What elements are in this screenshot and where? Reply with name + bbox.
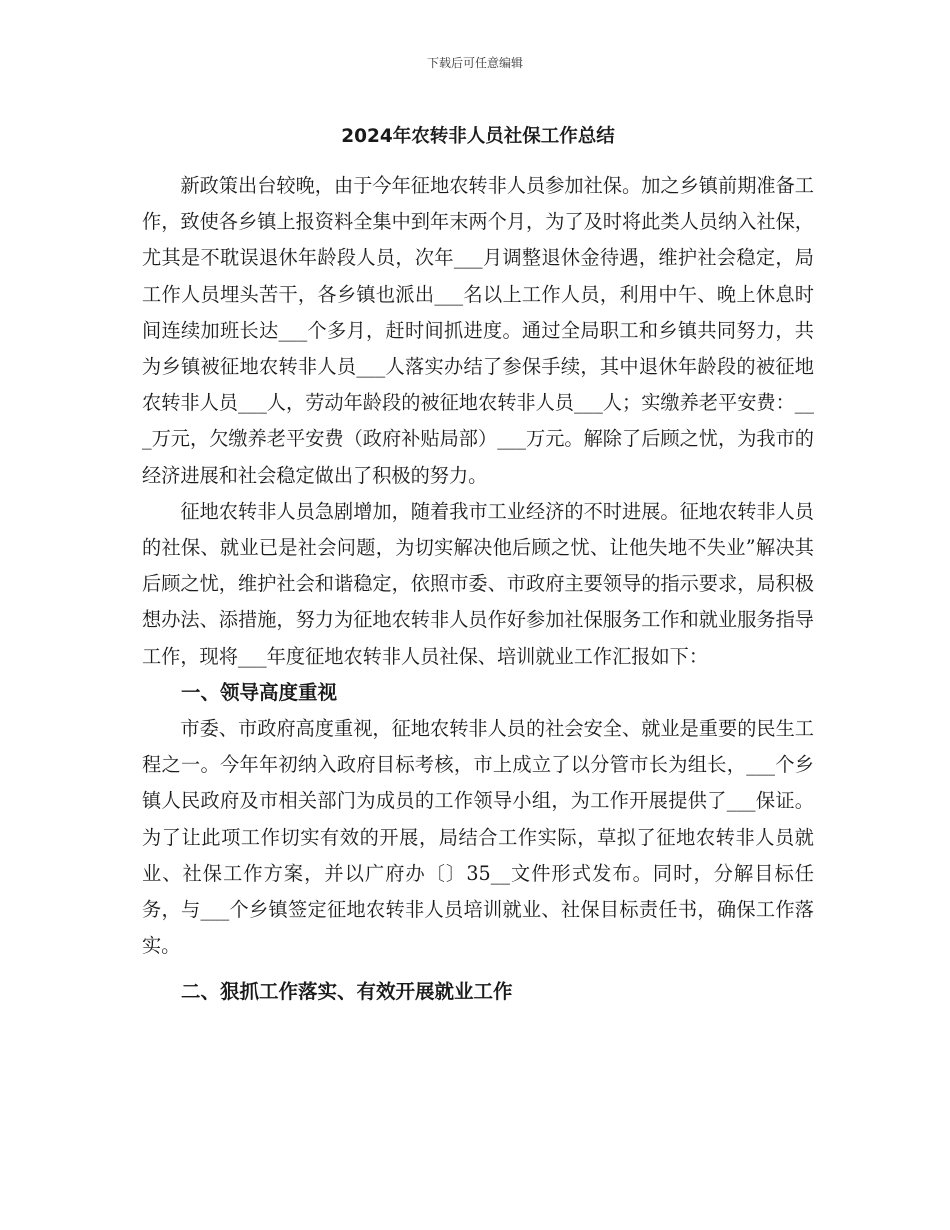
- section-heading-leadership: 一、领导高度重视: [181, 680, 338, 704]
- section-heading-implementation: 二、狠抓工作落实、有效开展就业工作: [181, 980, 513, 1004]
- paragraph-intro: 新政策出台较晚，由于今年征地农转非人员参加社保。加之乡镇前期准备工作，致使各乡镇上报资料全集中到年末两个月，为了及时将此类人员纳入社保，尤其是不耽误退休年龄段人员，次年___月调整退休金待遇，维护社会稳定，局工作人员埋头苦干，各乡镇也派出___名以上工作人员，利用中午、晚上休息时间连续加班长达___个多月，赶时间抓进度。通过全局职工和乡镇共同努力，共为乡镇被征地农转非人员___人落实办结了参保手续，其中退休年龄段的被征地农转非人员___人，劳动年龄段的被征地农转非人员___人；实缴养老平安费：___万元，欠缴养老平安费（政府补贴局部）___万元。解除了后顾之忧，为我市的经济进展和社会稳定做出了积极的努力。: [142, 174, 814, 487]
- document-body: [142, 122, 814, 1011]
- paragraph-background: 征地农转非人员急剧增加，随着我市工业经济的不时进展。征地农转非人员的社保、就业已是社会问题，为切实解决他后顾之忧、让他失地不失业”解决其后顾之忧，维护社会和谐稳定，依照市委、市政府主要领导的指示要求，局积极想办法、添措施，努力为征地农转非人员作好参加社保服务工作和就业服务指导工作，现将___年度征地农转非人员社保、培训就业工作汇报如下：: [142, 499, 814, 668]
- paragraph-leadership: 市委、市政府高度重视，征地农转非人员的社会安全、就业是重要的民生工程之一。今年年初纳入政府目标考核，市上成立了以分管市长为组长，___个乡镇人民政府及市相关部门为成员的工作领导小组，为工作开展提供了___保证。为了让此项工作切实有效的开展，局结合工作实际，草拟了征地农转非人员就业、社保工作方案，并以广府办〔〕35__文件形式发布。同时，分解目标任务，与___个乡镇签定征地农转非人员培训就业、社保目标责任书，确保工作落实。: [142, 717, 814, 958]
- page-header-note: 下载后可任意编辑: [426, 56, 523, 70]
- document-title: 2024年农转非人员社保工作总结: [341, 126, 615, 147]
